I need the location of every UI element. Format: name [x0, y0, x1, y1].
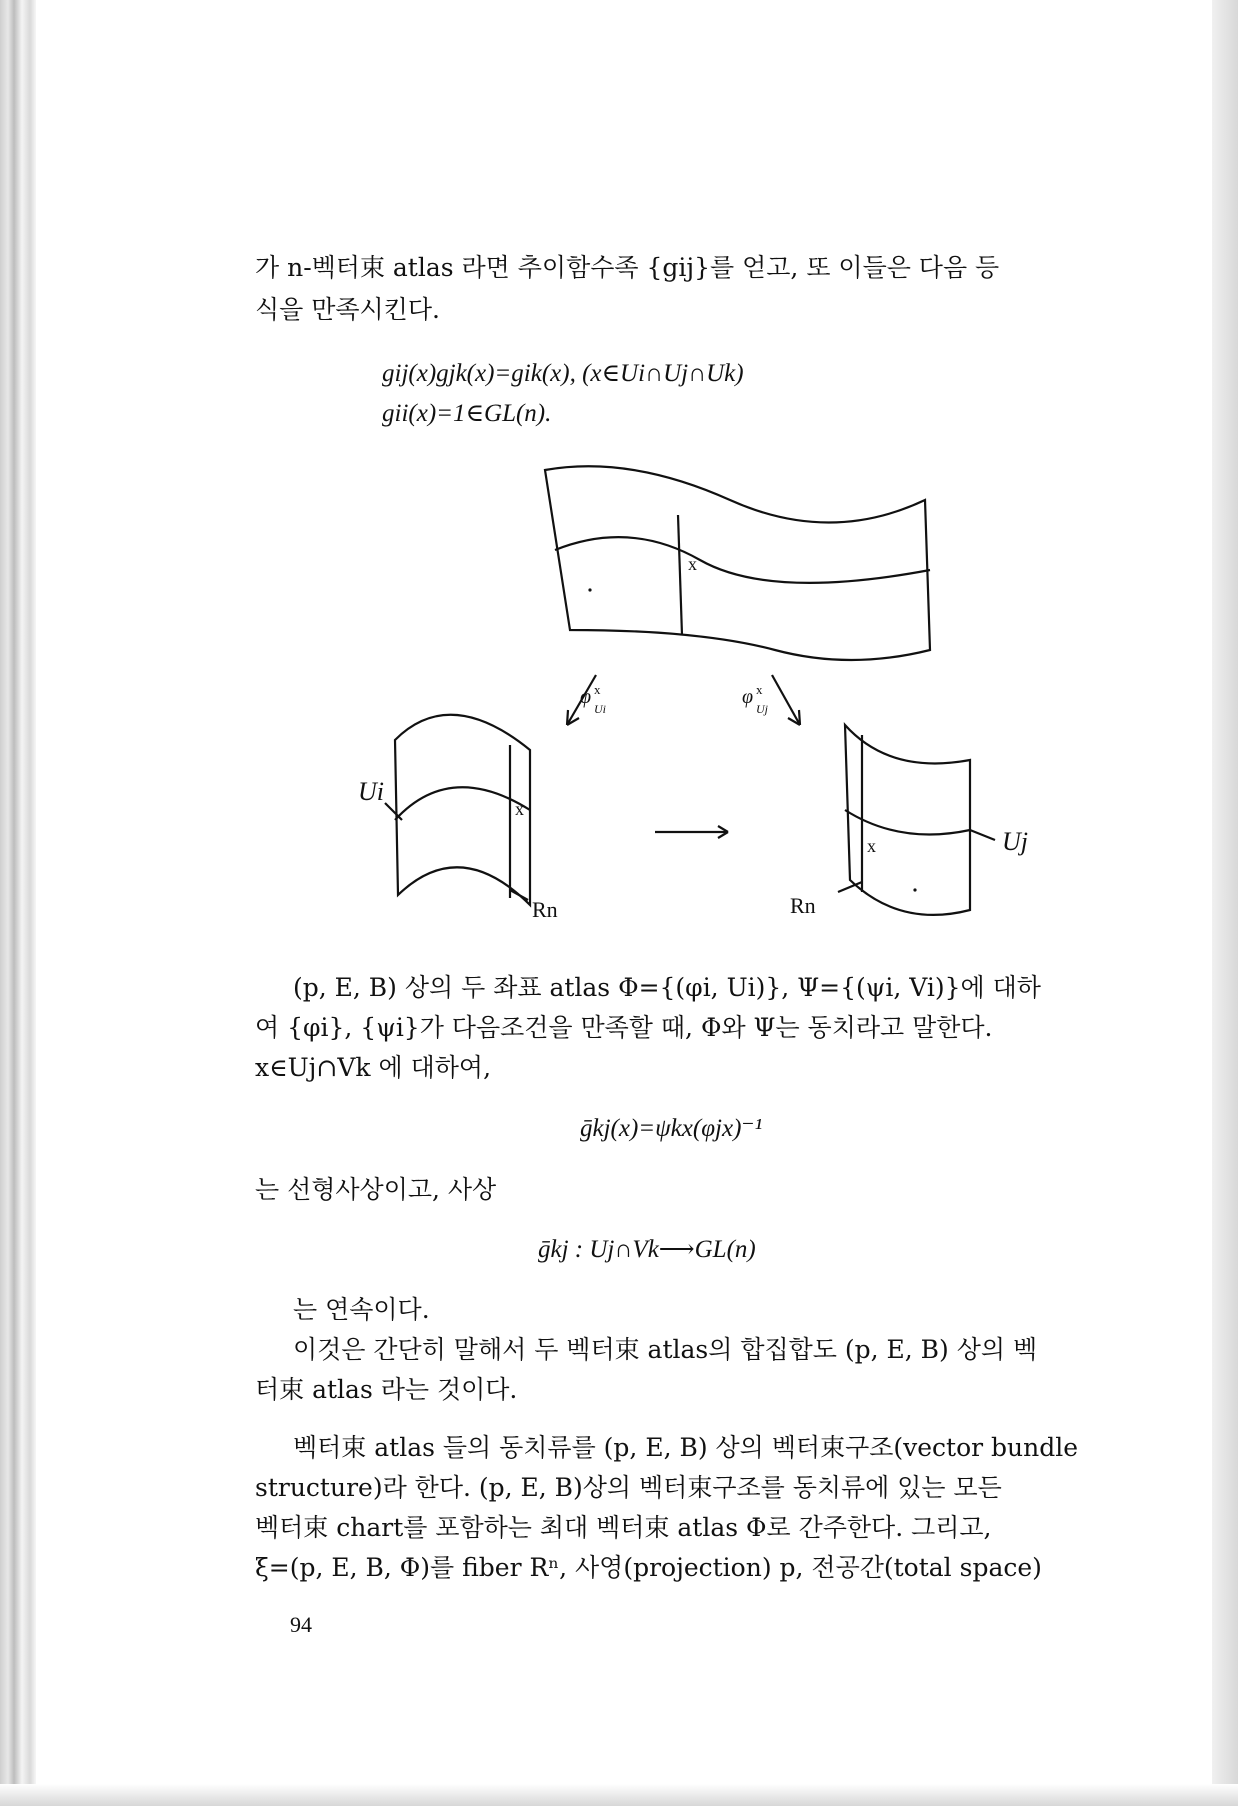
top-sheet-divider	[678, 515, 682, 635]
right-chart-dot	[913, 888, 916, 891]
equation-identity: gii(x)=1∈GL(n).	[382, 400, 552, 427]
map-label-right: φ	[742, 686, 754, 708]
text-line-2: 식을 만족시킨다.	[255, 295, 440, 324]
para2-line-1: (p, E, B) 상의 두 좌표 atlas Φ={(φi, Ui)}, Ψ={(ψi, Vi)}에 대하	[293, 973, 1041, 1002]
label-Ui: Ui	[358, 777, 384, 806]
map-label-left: φ	[580, 686, 592, 708]
point-label-top: x	[688, 554, 697, 574]
page-edge-left	[0, 0, 36, 1806]
page-edge-right	[1212, 0, 1238, 1806]
para4-line-3: 벡터束 chart를 포함하는 최대 벡터束 atlas Φ로 간주한다. 그리고,	[255, 1513, 992, 1542]
map-label-left-sub: Ui	[594, 702, 606, 716]
label-Rn-left: Rn	[532, 897, 558, 922]
label-Uj: Uj	[1002, 827, 1028, 856]
leader-Uj	[970, 830, 995, 840]
leader-Rn-left	[510, 890, 528, 900]
figure-svg	[330, 460, 1130, 960]
arrow-left-head	[567, 710, 579, 725]
text-linear-map: 는 선형사상이고, 사상	[255, 1175, 497, 1204]
vector-bundle-figure	[330, 460, 1130, 960]
text-line-1: 가 n-벡터束 atlas 라면 추이함수족 {gij}를 얻고, 또 이들은 다음 등	[255, 253, 1000, 282]
text-continuous: 는 연속이다.	[293, 1295, 430, 1324]
leader-Ui	[385, 803, 402, 820]
para4-line-4: ξ=(p, E, B, Φ)를 fiber Rⁿ, 사영(projection) p, 전공간(total space)	[255, 1553, 1042, 1582]
page-number: 94	[290, 1612, 312, 1637]
right-chart-curve	[845, 810, 970, 835]
top-sheet-dot	[588, 588, 591, 591]
point-label-left: x	[515, 799, 524, 819]
para2-line-3: x∈Uj∩Vk 에 대하여,	[255, 1053, 492, 1082]
top-sheet-outline	[545, 466, 930, 660]
para3-line-1: 이것은 간단히 말해서 두 벡터束 atlas의 합집합도 (p, E, B) 상의 벡	[293, 1335, 1038, 1364]
para4-line-1: 벡터束 atlas 들의 동치류를 (p, E, B) 상의 벡터束구조(vector bundle	[293, 1433, 1079, 1462]
label-Rn-right: Rn	[790, 893, 816, 918]
page-edge-bottom	[0, 1784, 1238, 1806]
arrow-right-shaft	[772, 675, 800, 725]
equation-transition: ḡkj(x)=ψkx(φjx)⁻¹	[580, 1115, 763, 1142]
map-label-right-sub: Uj	[756, 702, 768, 716]
point-label-right: x	[867, 836, 876, 856]
map-label-right-sup: x	[756, 682, 763, 697]
para4-line-2: structure)라 한다. (p, E, B)상의 벡터束구조를 동치류에 있는 모든	[255, 1473, 1002, 1502]
equation-map-GL: ḡkj : Uj∩Vk⟶GL(n)	[538, 1236, 756, 1263]
top-sheet-curve	[555, 537, 930, 583]
map-label-left-sup: x	[594, 682, 601, 697]
equation-cocycle: gij(x)gjk(x)=gik(x), (x∈Ui∩Uj∩Uk)	[382, 360, 744, 387]
para3-line-2: 터束 atlas 라는 것이다.	[255, 1375, 518, 1404]
para2-line-2: 여 {φi}, {ψi}가 다음조건을 만족할 때, Φ와 Ψ는 동치라고 말한다.	[255, 1013, 993, 1042]
